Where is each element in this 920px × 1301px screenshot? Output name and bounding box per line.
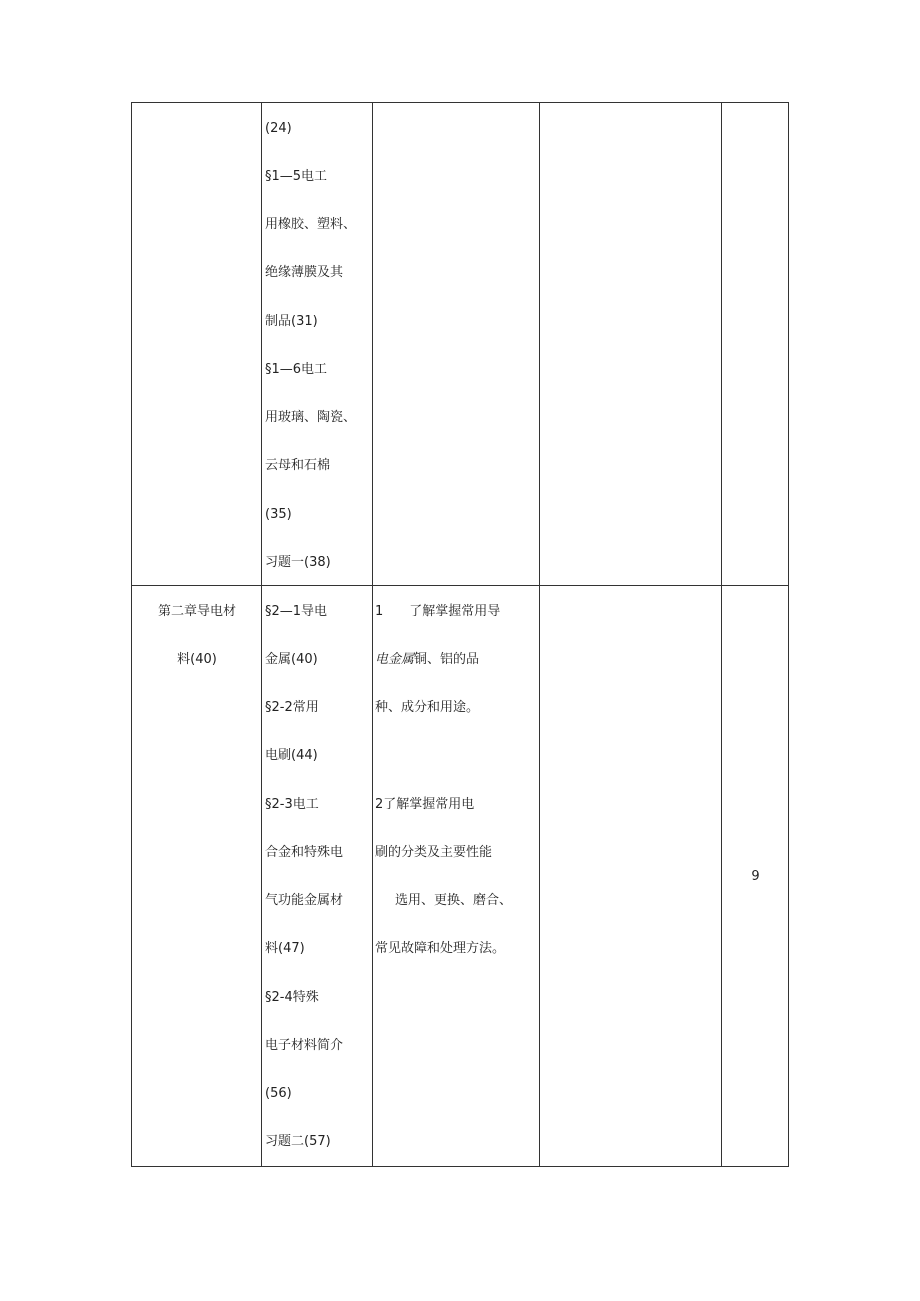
section-line: 习题二(57)	[265, 1134, 331, 1149]
section-line: §2-4特殊	[265, 990, 319, 1005]
hours-cell	[722, 586, 789, 1167]
chapter-title-line: 料(40)	[177, 652, 217, 667]
section-line: 云母和石棉	[265, 458, 331, 473]
section-line: §2—1导电	[265, 604, 328, 619]
objective-text: 了解掌握常用导	[409, 604, 501, 619]
section-line: (56)	[265, 1086, 292, 1101]
objective-line: 2了解掌握常用电	[375, 797, 475, 812]
sections-cell	[262, 586, 373, 1167]
section-line: 气功能金属材	[265, 893, 344, 908]
table-row	[132, 103, 789, 586]
objective-line	[375, 604, 500, 620]
chapter-cell	[132, 586, 262, 1167]
objective-line: 刷的分类及主要性能	[375, 845, 493, 860]
chapter-title-line: 第二章导电材	[157, 604, 236, 619]
sections-cell	[262, 103, 373, 586]
section-line: (24)	[265, 121, 292, 136]
objective-line	[375, 652, 479, 668]
section-line: 电刷(44)	[265, 748, 318, 763]
chapter-cell	[132, 103, 262, 586]
notes-cell	[540, 586, 722, 1167]
objective-line: 常见故障和处理方法。	[375, 941, 506, 956]
hours-value: 9	[751, 869, 760, 884]
section-line: 料(47)	[265, 941, 305, 956]
section-line: 金属(40)	[265, 652, 318, 667]
section-line: 绝缘薄膜及其	[265, 265, 344, 280]
section-line: 电子材料简介	[265, 1038, 344, 1053]
section-line: 用玻璃、陶瓷、	[265, 410, 357, 425]
objective-number: 1	[375, 604, 384, 619]
objective-line: 种、成分和用途。	[375, 700, 480, 715]
section-line: §2-3电工	[265, 797, 319, 812]
section-line: §2-2常用	[265, 700, 319, 715]
objective-text: 铜、铝的品	[414, 652, 480, 667]
syllabus-table	[131, 102, 789, 1167]
section-line: 制品(31)	[265, 314, 318, 329]
section-line: 合金和特殊电	[265, 845, 344, 860]
objective-line: 选用、更换、磨合、	[395, 893, 513, 908]
objectives-cell	[373, 586, 540, 1167]
section-line: 习题一(38)	[265, 555, 331, 570]
hours-cell	[722, 103, 789, 586]
notes-cell	[540, 103, 722, 586]
section-line: §1—5电工	[265, 169, 328, 184]
objectives-cell	[373, 103, 540, 586]
objective-italic-text: 电金属	[375, 652, 415, 667]
section-line: 用橡胶、塑料、	[265, 217, 357, 232]
section-line: (35)	[265, 507, 292, 522]
section-line: §1—6电工	[265, 362, 328, 377]
table-row	[132, 586, 789, 1167]
